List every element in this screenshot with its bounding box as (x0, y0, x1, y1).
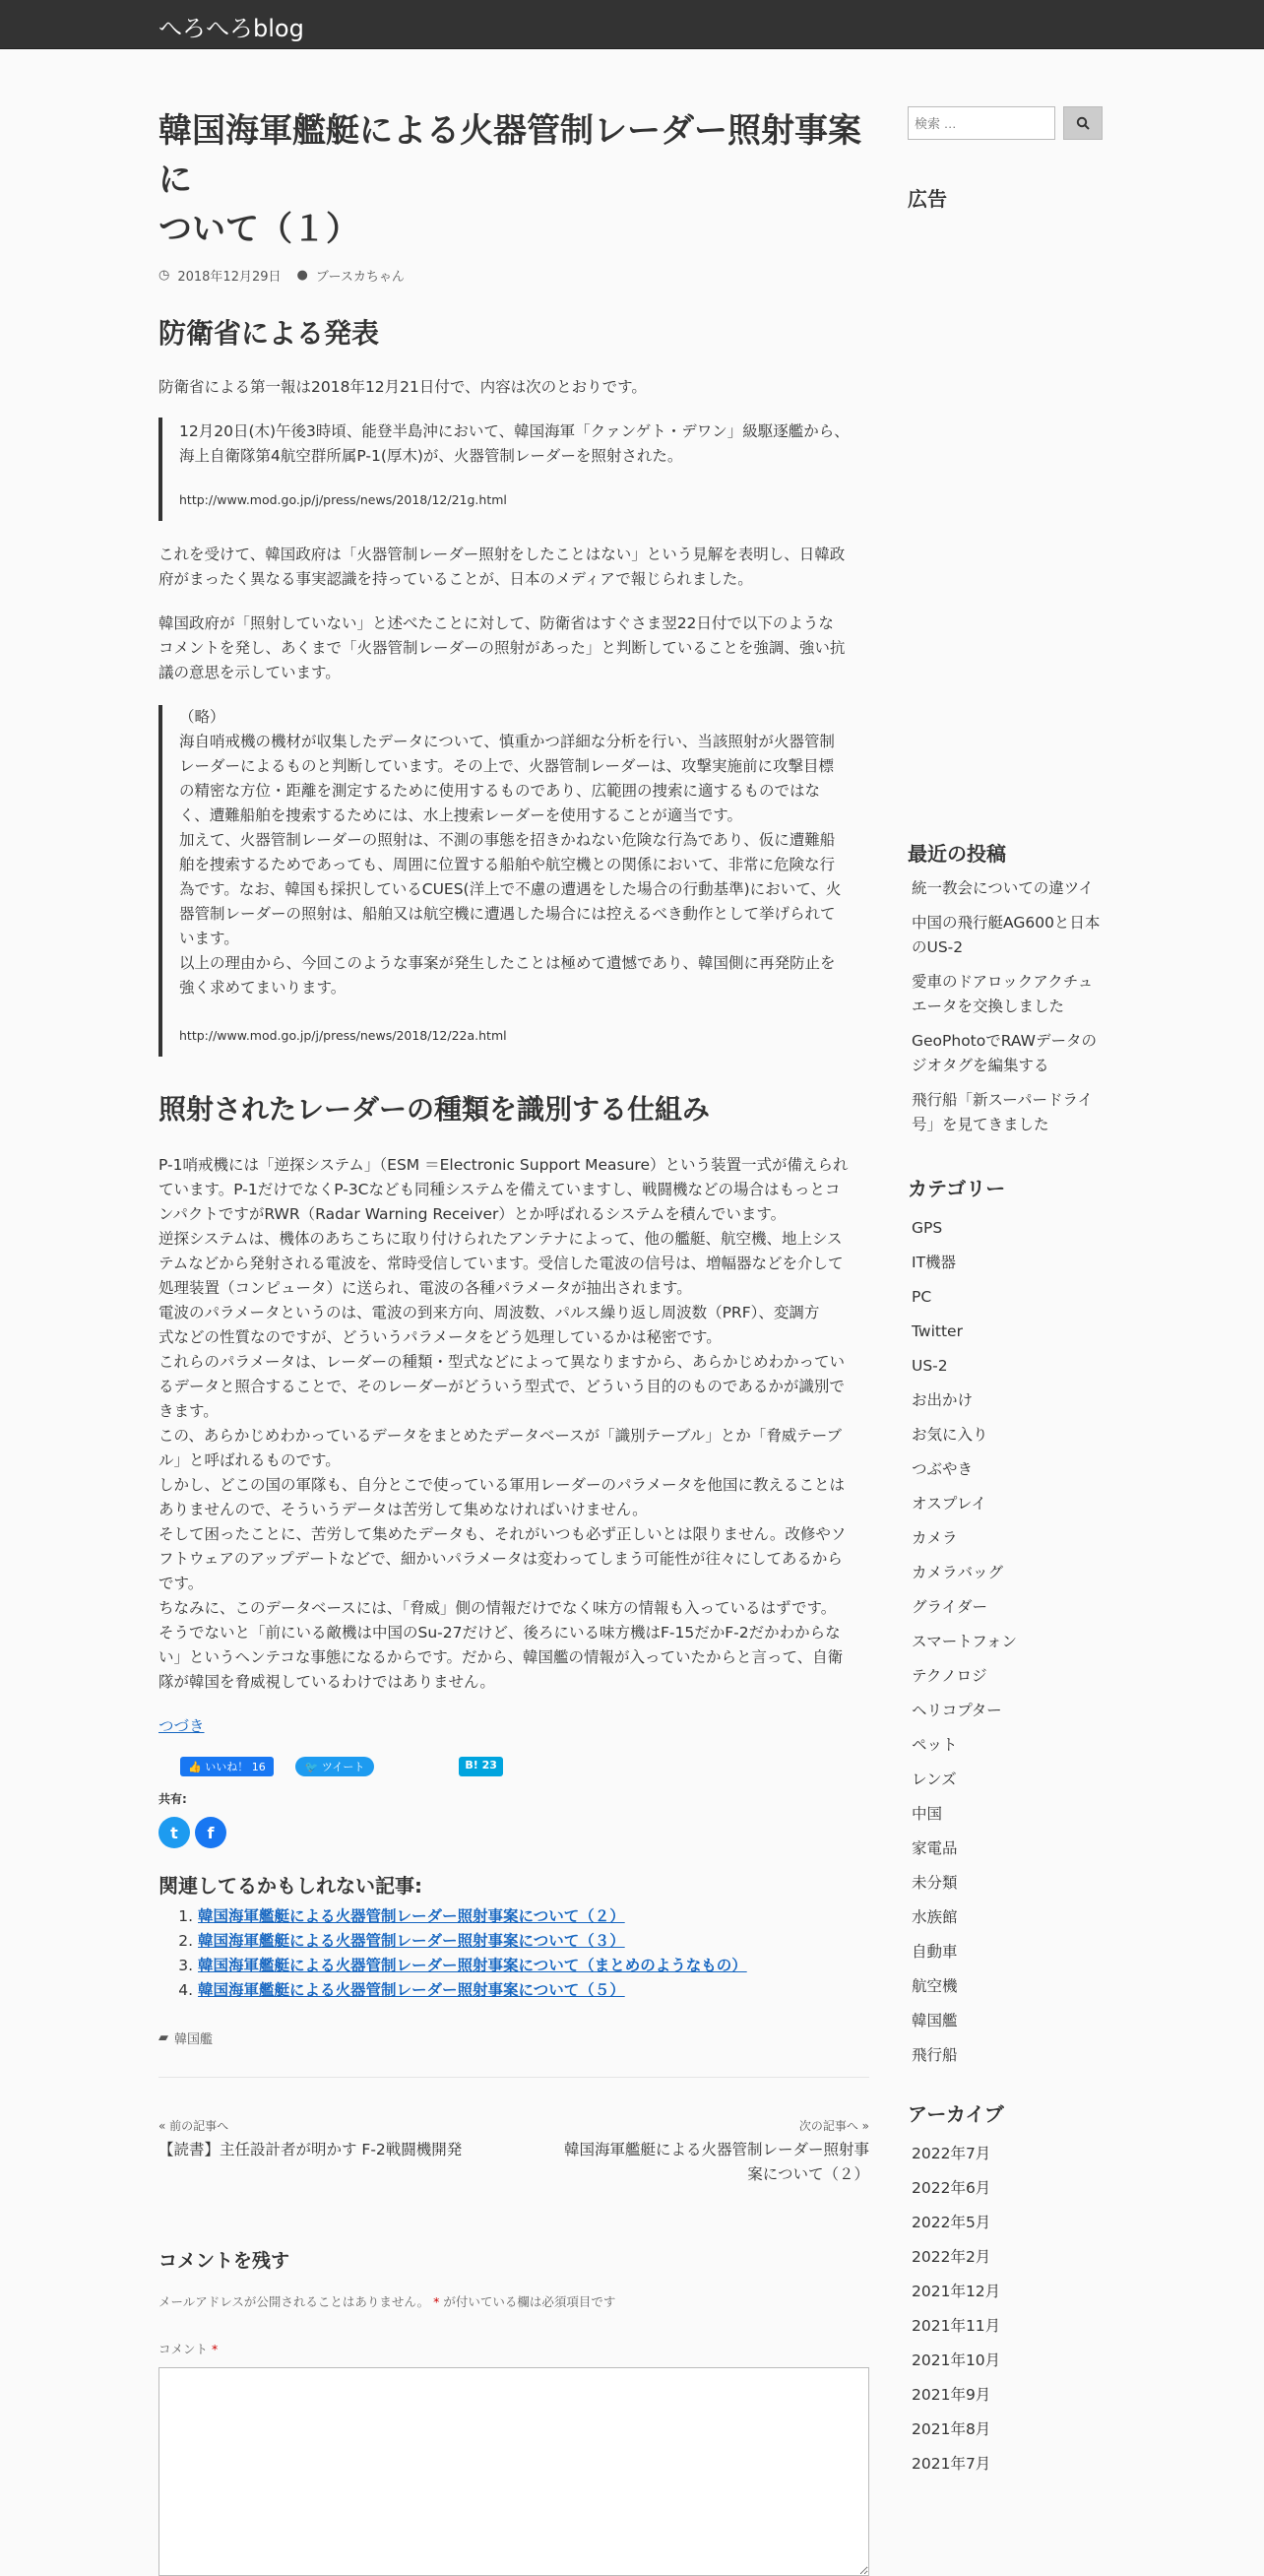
paragraph-line: 処理装置（コンピュータ）に送られ、電波の各種パラメータが抽出されます。 (158, 1279, 692, 1297)
category-link[interactable]: お気に入り (912, 1426, 988, 1444)
post-tags (158, 2029, 869, 2047)
category-link[interactable]: テクノロジ (912, 1667, 987, 1685)
recent-post-line: エータを交換しました (912, 998, 1065, 1015)
category-link[interactable]: グライダー (912, 1598, 988, 1616)
paragraph-line: そして困ったことに、苦労して集めたデータも、それがいつも必ず正しいとは限りません。改修やソ (158, 1525, 847, 1543)
paragraph-line: ル」と呼ばれるものです。 (158, 1451, 341, 1469)
category-link[interactable]: US-2 (912, 1357, 948, 1375)
required-star: * (433, 2294, 440, 2309)
paragraph-line: これらのパラメータは、レーダーの種類・型式などによって異なりますから、あらかじめわかってい (158, 1353, 846, 1371)
recent-posts-title: 最近の投稿 (908, 842, 1006, 866)
post-title-line-2: ついて（１） (158, 210, 359, 249)
archive-link[interactable]: 2022年6月 (912, 2179, 991, 2197)
category-link[interactable]: カメラバッグ (912, 1564, 1004, 1581)
archive-link[interactable]: 2021年8月 (912, 2420, 991, 2438)
comment-notice (158, 2292, 869, 2310)
search-icon (1076, 116, 1090, 130)
paragraph: 防衛省による第一報は2018年12月21日付で、内容は次のとおりです。 (158, 378, 647, 396)
category-link[interactable]: 家電品 (912, 1839, 958, 1857)
quote-line: く、遭難船舶を捜索するためには、水上捜索レーダーを使用することが適当です。 (179, 806, 742, 824)
category-link[interactable]: 未分類 (912, 1874, 958, 1892)
recent-post-line: 中国の飛行艇AG600と日本 (912, 914, 1101, 932)
quote-line: います。 (179, 930, 239, 947)
recent-post-line: 愛車のドアロックアクチュ (912, 973, 1094, 991)
quote-line: 海上自衛隊第4航空群所属P-1(厚木)が、火器管制レーダーを照射された。 (179, 447, 683, 465)
blockquote-2 (158, 705, 869, 1057)
recent-post-link[interactable] (908, 970, 1105, 1019)
categories-list (908, 1211, 1105, 2073)
paragraph-line: フトウェアのアップデートなどで、細かいパラメータは変わってしまう可能性が往々にしてあるから (158, 1550, 843, 1568)
recent-post-line: 号」を見てきました (912, 1116, 1049, 1133)
category-link[interactable]: PC (912, 1288, 932, 1306)
site-header (0, 0, 1264, 49)
related-link[interactable]: 韓国海軍艦艇による火器管制レーダー照射事案について（まとめのようなもの） (198, 1957, 747, 1974)
related-item (198, 1954, 869, 1978)
category-link[interactable]: 自動車 (912, 1943, 958, 1961)
paragraph-line: P-1哨戒機には「逆探システム」（ESM ＝Electronic Support Measure）という装置一式が備えられ (158, 1156, 849, 1174)
category-link[interactable]: Twitter (912, 1322, 963, 1340)
category-link[interactable]: 水族館 (912, 1908, 958, 1926)
paragraph-line: しかし、どこの国の軍隊も、自分とこで使っている軍用レーダーのパラメータを他国に教えることは (158, 1476, 846, 1494)
tweet-label: ツイート (321, 1761, 365, 1773)
post-title (158, 106, 869, 254)
next-title-line: 案について（２） (747, 2165, 869, 2183)
archive-link[interactable]: 2021年10月 (912, 2351, 1001, 2369)
paragraph-line: い」というヘンテコな事態になるからです。だから、韓国艦の情報が入っていたからと言って、自衛 (158, 1648, 844, 1666)
category-link[interactable]: レンズ (912, 1771, 957, 1788)
post-navigation (158, 2117, 869, 2187)
category-link[interactable]: ヘリコプター (912, 1702, 1002, 1719)
comment-notice-text: メールアドレスが公開されることはありません。 (158, 2294, 430, 2309)
paragraph-line: るデータと照合することで、そのレーダーがどういう型式で、どういう目的のものであるかが識別で (158, 1378, 845, 1395)
recent-post-link[interactable]: 統一教会についての違ツイ (912, 879, 1094, 897)
blockquote-1 (158, 418, 869, 521)
quote-source: http://www.mod.go.jp/j/press/news/2018/12/22a.html (179, 1028, 507, 1043)
category-link[interactable]: スマートフォン (912, 1633, 1017, 1650)
share-buttons (158, 1817, 869, 1848)
recent-post-line: ジオタグを編集する (912, 1057, 1049, 1074)
paragraph-line: これを受けて、韓国政府は「火器管制レーダー照射をしたことはない」という見解を表明し、日韓政 (158, 546, 846, 563)
tag-link[interactable]: 韓国艦 (174, 2032, 214, 2047)
quote-line: 強く求めてまいります。 (179, 979, 347, 997)
related-item (198, 1904, 869, 1929)
recent-post-link[interactable] (908, 911, 1105, 960)
related-link[interactable]: 韓国海軍艦艇による火器管制レーダー照射事案について（５） (198, 1981, 625, 1999)
category-link[interactable]: お出かけ (912, 1391, 974, 1409)
paragraph (158, 1153, 869, 1695)
archives-title: アーカイブ (908, 2102, 1004, 2126)
paragraph-line: です。 (158, 1575, 204, 1592)
hatena-count: 23 (481, 1759, 497, 1771)
like-count: いいね！ 16 (205, 1761, 266, 1773)
section-heading: 照射されたレーダーの種類を識別する仕組み (158, 1093, 711, 1126)
section-heading: 防衛省による発表 (158, 317, 380, 350)
folder-icon: ▰ (158, 2030, 168, 2045)
recent-posts-list (908, 876, 1105, 1137)
related-link[interactable]: 韓国海軍艦艇による火器管制レーダー照射事案について（３） (198, 1932, 625, 1950)
category-link[interactable]: ペット (912, 1736, 958, 1754)
paragraph-line: この、あらかじめわかっているデータをまとめたデータベースが「識別テーブル」とか「脅威テーブ (158, 1427, 842, 1445)
sidebar (908, 106, 1105, 2481)
divider (158, 2077, 869, 2078)
site-title[interactable]: へろへろblog (158, 15, 304, 42)
next-post-link[interactable] (564, 2117, 869, 2187)
paragraph-line: ンパクトですがRWR（Radar Warning Receiver）とか呼ばれるシステムを積んでいます。 (158, 1205, 787, 1223)
twitter-share-icon[interactable]: t (158, 1817, 190, 1848)
archives-list (908, 2137, 1105, 2481)
recent-post-line: のUS-2 (912, 938, 964, 956)
post-date[interactable]: 2018年12月29日 (177, 270, 282, 285)
thumbs-up-icon: 👍 (188, 1761, 206, 1773)
paragraph-line: 府がまったく異なる事実認識を持っていることが、日本のメディアで報じられました。 (158, 570, 753, 588)
tweet-button[interactable] (295, 1757, 375, 1776)
category-link[interactable]: カメラ (912, 1529, 958, 1547)
quote-line: （略） (179, 708, 225, 726)
categories-title: カテゴリー (908, 1177, 1006, 1200)
comment-label (158, 2340, 869, 2357)
category-link[interactable]: GPS (912, 1219, 943, 1237)
paragraph (158, 543, 869, 592)
category-link[interactable]: オスプレイ (912, 1495, 986, 1513)
paragraph-line: 式などの性質なのですが、どういうパラメータをどう処理しているかは秘密です。 (158, 1328, 722, 1346)
category-link[interactable]: 航空機 (912, 1977, 958, 1995)
social-buttons (158, 1757, 869, 1776)
related-item (198, 1929, 869, 1954)
search-button[interactable] (1063, 106, 1103, 140)
comment-notice-text: が付いている欄は必須項目です (443, 2294, 616, 2309)
paragraph-line: 隊が韓国を脅威視しているわけではありません。 (158, 1673, 495, 1691)
paragraph-line: 逆探システムは、機体のあちこちに取り付けられたアンテナによって、他の艦艇、航空機、地上シス (158, 1230, 843, 1248)
search-form (908, 106, 1105, 140)
recent-post-line: GeoPhotoでRAWデータの (912, 1032, 1097, 1050)
archive-link[interactable]: 2022年7月 (912, 2145, 991, 2162)
double-right-chevron-icon: » (861, 2119, 869, 2133)
paragraph-line: コメントを発し、あくまで「火器管制レーダーの照射があった」と判断していることを強調、強い抗 (158, 639, 846, 657)
paragraph-line: ありませんので、そういうデータは苦労して集めなければいけません。 (158, 1501, 648, 1518)
quote-line: レーダーによるものと判断しています。その上で、火器管制レーダーは、攻撃実施前に攻撃目標 (179, 757, 834, 775)
paragraph-line: テムなどから発射される電波を、常時受信しています。受信した電波の信号は、増幅器などを介して (158, 1255, 844, 1272)
paragraph-line: ちなみに、このデータベースには、「脅威」側の情報だけでなく味方の情報も入っているはずです。 (158, 1599, 837, 1617)
quote-line: 海自哨戒機の機材が収集したデータについて、慎重かつ詳細な分析を行い、当該照射が火器管制 (179, 733, 835, 750)
ad-widget-title: 広告 (908, 187, 947, 211)
related-item (198, 1978, 869, 2003)
category-link[interactable]: 韓国艦 (912, 2012, 958, 2029)
related-link[interactable]: 韓国海軍艦艇による火器管制レーダー照射事案について（２） (198, 1907, 625, 1925)
archive-link[interactable]: 2022年2月 (912, 2248, 991, 2266)
archive-link[interactable]: 2021年11月 (912, 2317, 1001, 2335)
clock-icon: ◷ (158, 268, 170, 283)
paragraph-line: そうでないと「前にいる敵機は中国のSu-27だけど、後ろにいる味方機はF-15だかF-2だかわからな (158, 1624, 841, 1642)
quote-line: の精密な方位・距離を測定するために使用するものであり、広範囲の捜索に適するものではな (179, 782, 821, 800)
quote-line: 為です。なお、韓国も採択しているCUES(洋上で不慮の遭遇をした場合の行動基準)において、火 (179, 880, 842, 898)
facebook-like-button[interactable] (180, 1757, 274, 1776)
paragraph-line: ています。P-1だけでなくP-3Cなども同種システムを備えていますし、戦闘機などの場合はもっとコ (158, 1181, 841, 1198)
recent-post-line: 飛行船「新スーパードライ (912, 1091, 1093, 1109)
paragraph-line: きます。 (158, 1402, 219, 1420)
category-link[interactable]: 飛行船 (912, 2046, 958, 2064)
prev-label: 前の記事へ (169, 2119, 229, 2133)
share-label: 共有: (158, 1792, 187, 1806)
category-link[interactable]: 中国 (912, 1805, 943, 1823)
post-title-line-1: 韓国海軍艦艇による火器管制レーダー照射事案に (158, 111, 861, 200)
next-title-line: 韓国海軍艦艇による火器管制レーダー照射事 (563, 2141, 869, 2158)
post-author[interactable]: ブースカちゃん (315, 270, 405, 285)
comment-textarea[interactable] (158, 2367, 869, 2576)
quote-line: 以上の理由から、今回このような事案が発生したことは極めて遺憾であり、韓国側に再発防止を (179, 954, 836, 972)
category-link[interactable]: IT機器 (912, 1254, 957, 1271)
comment-label-text: コメント (158, 2342, 209, 2356)
double-left-chevron-icon: « (158, 2119, 166, 2133)
quote-line: 12月20日(木)午後3時頃、能登半島沖において、韓国海軍「クァンゲト・デワン」級駆逐艦から、 (179, 422, 850, 440)
quote-source: http://www.mod.go.jp/j/press/news/2018/12/21g.html (179, 492, 507, 507)
quote-line: 舶を捜索するためであっても、周囲に位置する船舶や航空機との関係において、非常に危険な行 (179, 856, 836, 873)
recent-post-link[interactable] (908, 1029, 1105, 1078)
related-list (158, 1904, 869, 2003)
paragraph-line: 議の意思を示しています。 (158, 664, 341, 681)
paragraph (158, 612, 869, 685)
archive-link[interactable]: 2021年7月 (912, 2455, 991, 2473)
twitter-bird-icon: 🐦 (304, 1761, 322, 1773)
user-icon: ● (296, 268, 308, 283)
archive-link[interactable]: 2021年12月 (912, 2283, 1001, 2300)
main-content (158, 106, 869, 2576)
related-title: 関連してるかもしれない記事: (158, 1874, 422, 1898)
archive-link[interactable]: 2021年9月 (912, 2386, 991, 2404)
next-label: 次の記事へ (798, 2119, 858, 2133)
required-star: * (212, 2342, 219, 2356)
recent-post-link[interactable] (908, 1088, 1105, 1137)
hatena-bookmark-button[interactable]: B! 23 (459, 1757, 503, 1776)
quote-line: 器管制レーダーの照射は、船舶又は航空機に遭遇した場合には控えるべき動作として挙げられて (179, 905, 836, 923)
archive-link[interactable]: 2022年5月 (912, 2214, 991, 2231)
prev-title: 【読書】主任設計者が明かす F-2戦闘機開発 (158, 2141, 463, 2158)
search-input[interactable] (908, 106, 1055, 140)
paragraph-line: 電波のパラメータというのは、電波の到来方向、周波数、パルス繰り返し周波数（PRF）、変調方 (158, 1304, 820, 1321)
comment-heading: コメントを残す (158, 2250, 290, 2272)
category-link[interactable]: つぶやき (912, 1460, 974, 1478)
paragraph-line: 韓国政府が「照射していない」と述べたことに対して、防衛省はすぐさま翌22日付で以下のような (158, 614, 834, 632)
facebook-share-icon[interactable]: f (195, 1817, 226, 1848)
post-meta (158, 266, 869, 285)
prev-post-link[interactable] (158, 2117, 462, 2187)
read-more-link[interactable]: つづき (158, 1717, 205, 1735)
quote-line: 加えて、火器管制レーダーの照射は、不測の事態を招きかねない危険な行為であり、仮に遭難船 (179, 831, 836, 849)
